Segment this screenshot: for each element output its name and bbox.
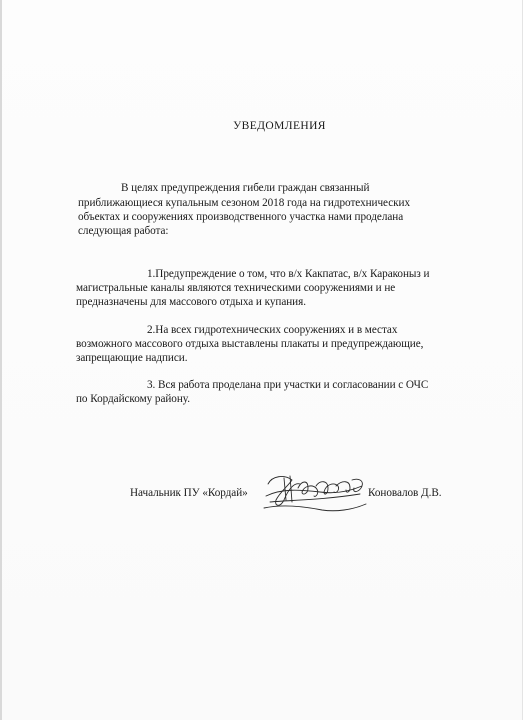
- item-2-line-1: 2.На всех гидротехнических сооружениях и в местах: [147, 324, 398, 336]
- item-1-line-3: предназначены для массового отдыха и купания.: [76, 296, 306, 308]
- item-1-line-2: магистральные каналы являются техническими сооружениями и не: [76, 282, 396, 294]
- item-3-line-2: по Кордайскому району.: [76, 393, 190, 405]
- item-1-line-1: 1.Предупреждение о том, что в/х Какпатас, в/х Караконыз и: [147, 268, 430, 280]
- item-3-line-1: 3. Вся работа проделана при участки и согласовании с ОЧС: [147, 379, 429, 391]
- signatory-position: Начальник ПУ «Кордай»: [130, 487, 248, 499]
- item-2-line-3: запрещающие надписи.: [76, 352, 188, 364]
- intro-line-4: следующая работа:: [78, 225, 169, 237]
- handwritten-signature: [262, 470, 372, 516]
- document-title: УВЕДОМЛЕНИЯ: [233, 120, 326, 132]
- intro-line-2: приближающиеся купальным сезоном 2018 года на гидротехнических: [78, 197, 411, 209]
- item-2-line-2: возможного массового отдыха выставлены плакаты и предупреждающие,: [76, 338, 424, 350]
- intro-line-1: В целях предупреждения гибели граждан связанный: [121, 182, 370, 194]
- page-left-edge: [0, 0, 2, 720]
- intro-line-3: объектах и сооружениях производственного участка нами проделана: [78, 211, 404, 223]
- signatory-name: Коновалов Д.В.: [368, 487, 442, 499]
